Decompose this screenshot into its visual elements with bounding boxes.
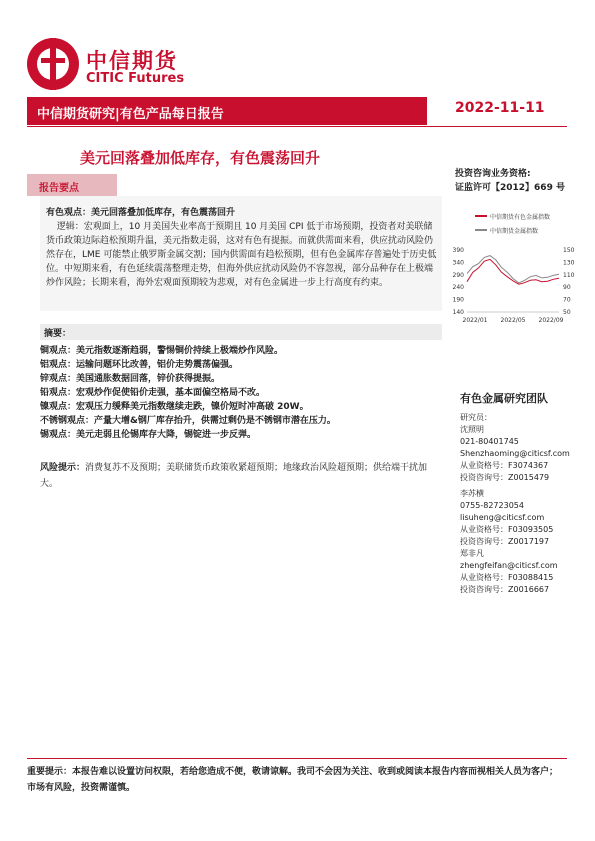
- series-line: [467, 256, 559, 283]
- team-title: 有色金属研究团队: [460, 392, 548, 405]
- analyst-phone: 0755-82723054: [460, 501, 524, 510]
- analyst-consult: 投资咨询号：Z0017197: [460, 537, 550, 546]
- y-right-tick: 130: [563, 259, 575, 267]
- analyst-license: 从业资格号：F03093505: [460, 525, 554, 534]
- key-logic: 逻辑：宏观面上，10 月美国失业率高于预期且 10 月美国 CPI 低于市场预期，投资者对美联储货币政策边际趋松预期升温，美元指数走弱，这对有色有提振。而就供需面来看，供应扰动风险仍然存在，LME 可能禁止俄罗斯金属交割；国内供需面有趋松预期，但有色金属库存普遍处于历史低位。中短期来看，有色延续震荡整理走势，但海外供应扰动风险仍不容忽视，部分品种存在上极端炒作风险；长期来看，海外宏观面预期较为悲观，对有色金属进一步上行高度有约束。: [46, 222, 437, 288]
- analyst-email: lisuheng@citicsf.com: [460, 513, 545, 522]
- analyst-consult: 投资咨询号：Z0016667: [460, 585, 550, 594]
- analyst-1: [460, 424, 570, 484]
- analyst-name: 沈照明: [460, 425, 484, 434]
- y-right-tick: 90: [563, 284, 571, 292]
- analyst-name: 李苏横: [460, 489, 484, 498]
- report-key-tab-label: 报告要点: [39, 183, 79, 194]
- y-left-tick: 240: [452, 284, 464, 292]
- view-lead: [40, 386, 265, 400]
- view-text: 美国通胀数据回落，锌价获得提振。: [76, 374, 221, 384]
- metal-index-chart: [447, 200, 587, 330]
- view-text: 产量大增&钢厂库存抬升，供需过剩仍是不锈钢市潜在压力。: [94, 416, 336, 426]
- analyst-3: [460, 548, 558, 596]
- metal-index-chart-svg: [447, 200, 587, 330]
- report-key-box: [40, 196, 442, 311]
- legend-label: 中信期货金属指数: [490, 228, 539, 235]
- brand-name-cn: 中信期货: [86, 49, 178, 73]
- y-right-tick: 70: [563, 296, 571, 304]
- report-date: 2022-11-11: [455, 100, 545, 116]
- y-left-tick: 340: [452, 259, 464, 267]
- view-label: 锌观点：: [40, 374, 77, 384]
- analyst-name: 郑非凡: [460, 549, 484, 558]
- view-nickel: [40, 400, 309, 414]
- researcher-label: 研究员：: [460, 413, 492, 422]
- analyst-email: Shenzhaoming@citicsf.com: [460, 449, 570, 458]
- analyst-email: zhengfeifan@citicsf.com: [460, 561, 558, 570]
- report-headline: 美元回落叠加低库存，有色震荡回升: [80, 149, 321, 167]
- analyst-license: 从业资格号：F3074367: [460, 461, 549, 470]
- license-line-1: 投资咨询业务资格:: [455, 169, 531, 179]
- view-text: 宏观炒作促使铅价走强，基本面偏空格局不改。: [76, 388, 266, 398]
- view-label: 铜观点：: [40, 346, 77, 356]
- view-aluminum: [40, 358, 238, 372]
- footer-disclaimer: [27, 764, 567, 796]
- x-tick: 2022/05: [500, 317, 526, 324]
- report-key-tab: [27, 174, 117, 196]
- y-right-tick: 50: [563, 309, 571, 316]
- legend-label: 中信期货有色金属指数: [490, 214, 551, 221]
- view-text: 美元指数逐渐趋弱，警惕铜价持续上极端炒作风险。: [76, 346, 284, 356]
- y-left-tick: 390: [452, 247, 464, 254]
- y-right-tick: 110: [563, 271, 575, 279]
- footer-divider: [27, 758, 567, 759]
- view-tin: [40, 428, 256, 442]
- risk-warning: [40, 460, 440, 492]
- view-text: 宏观压力缓释美元指数继续走跌，镍价短时冲高破 20W。: [76, 402, 309, 412]
- view-label: 镍观点：: [40, 402, 77, 412]
- risk-text: 消费复苏不及预期；美联储货币政策收紧超预期；地缘政治风险超预期；供给端干扰加大。: [40, 463, 428, 489]
- view-zinc: [40, 372, 220, 386]
- view-text: 运输问题环比改善，铝价走势震荡偏强。: [76, 360, 239, 370]
- report-series-bar: [27, 97, 427, 125]
- y-left-tick: 190: [452, 296, 464, 304]
- x-tick: 2022/09: [538, 317, 564, 324]
- footer-text: 本报告难以设置访问权限，若给您造成不便，敬请谅解。我司不会因为关注、收到或阅读本报告内容而视相关人员为客户；市场有风险，投资需谨慎。: [27, 767, 559, 793]
- view-label: 铝观点：: [40, 360, 77, 370]
- footer-label: 重要提示：: [27, 767, 73, 777]
- analyst-consult: 投资咨询号：Z0015479: [460, 473, 550, 482]
- y-left-tick: 140: [452, 309, 464, 316]
- view-label: 不锈钢观点：: [40, 416, 95, 426]
- header-divider: [27, 126, 567, 127]
- view-label: 铅观点：: [40, 388, 77, 398]
- view-text: 美元走弱且伦锡库存大降，锡锭进一步反弹。: [76, 430, 257, 440]
- x-tick: 2022/01: [462, 317, 488, 324]
- citic-logo: [27, 38, 79, 90]
- y-left-tick: 290: [452, 271, 464, 279]
- brand-name-en: CITIC Futures: [86, 71, 185, 86]
- view-copper: [40, 344, 283, 358]
- risk-label: 风险提示：: [40, 463, 86, 473]
- y-right-tick: 150: [563, 247, 575, 254]
- analyst-license: 从业资格号：F03088415: [460, 573, 554, 582]
- summary-title: 摘要：: [44, 329, 72, 339]
- analyst-phone: 021-80401745: [460, 437, 519, 446]
- license-line-2: 证监许可【2012】669 号: [455, 183, 565, 193]
- series-line: [467, 259, 559, 284]
- view-stainless: [40, 414, 336, 428]
- report-series-title: 中信期货研究|有色产品每日报告: [37, 107, 224, 122]
- analyst-2: [460, 488, 553, 548]
- view-label: 锡观点：: [40, 430, 77, 440]
- key-view: 有色观点：美元回落叠加低库存，有色震荡回升: [46, 208, 236, 218]
- summary-bar: [40, 324, 442, 340]
